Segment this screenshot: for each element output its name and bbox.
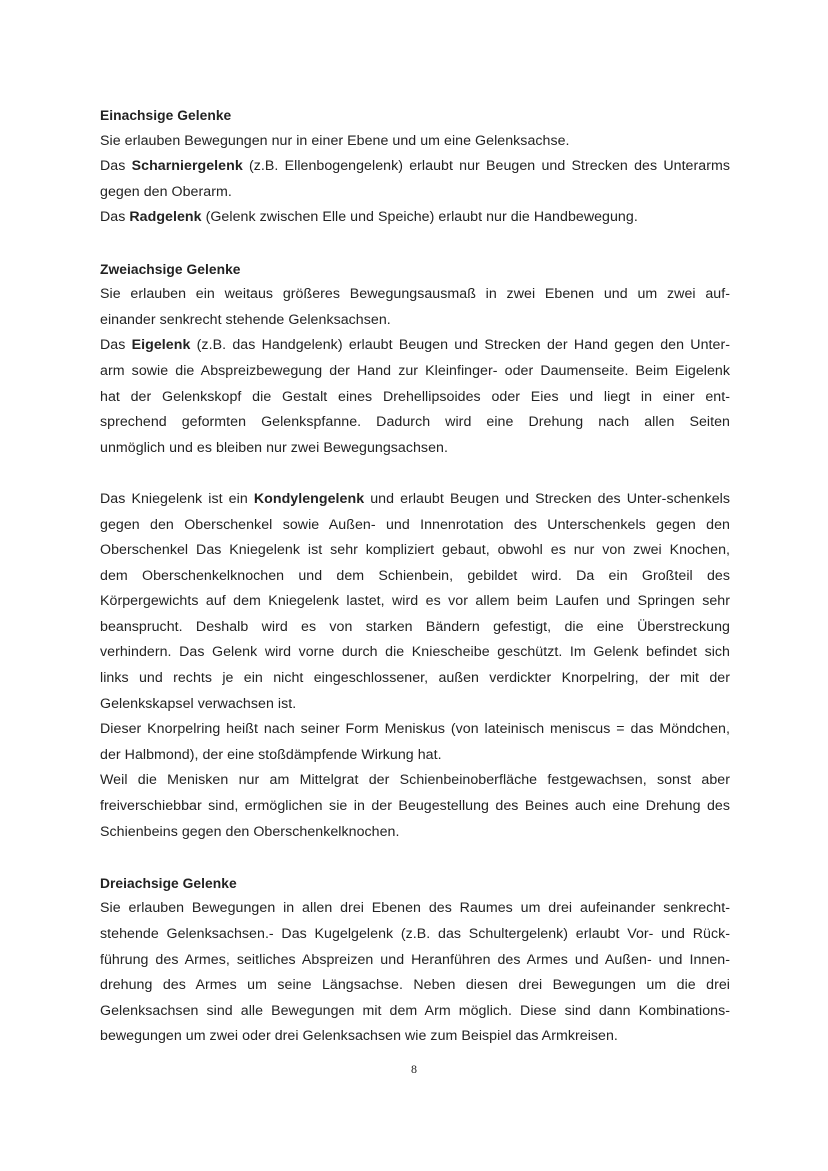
paragraph-line: Gelenksachsen sind alle Bewegungen mit dem Arm möglich. Diese sind dann Kombinations- <box>100 1002 730 1019</box>
paragraph-line: verhindern. Das Gelenk wird vorne durch die Kniescheibe geschützt. Im Gelenk befindet sich <box>100 644 730 661</box>
paragraph-line: hat der Gelenkskopf die Gestalt eines Drehellipsoides oder Eies und liegt in einer ent- <box>100 388 730 405</box>
paragraph-line: sprechend geformten Gelenkspfanne. Dadurch wird eine Drehung nach allen Seiten <box>100 414 730 431</box>
paragraph-line: Das Scharniergelenk (z.B. Ellenbogengelenk) erlaubt nur Beugen und Strecken des Unterarms <box>100 158 731 175</box>
paragraph-line: Oberschenkel Das Kniegelenk ist sehr kompliziert gebaut, obwohl es nur von zwei Knochen, <box>100 542 730 559</box>
section-heading-zweiachsig: Zweiachsige Gelenke <box>100 261 241 277</box>
paragraph-line: Sie erlauben ein weitaus größeres Bewegungsausmaß in zwei Ebenen und um zwei auf- <box>100 286 730 303</box>
paragraph-line: Sie erlauben Bewegungen in allen drei Ebenen des Raumes um drei aufeinander senkrecht- <box>100 900 730 917</box>
paragraph-line: Das Radgelenk (Gelenk zwischen Elle und Speiche) erlaubt nur die Handbewegung. <box>100 209 638 226</box>
paragraph-line: der Halbmond), der eine stoßdämpfende Wirkung hat. <box>100 746 442 763</box>
paragraph-line: Körpergewichts auf dem Kniegelenk lastet, wird es vor allem beim Laufen und Springen sehr <box>100 593 730 610</box>
paragraph-line: arm sowie die Abspreizbewegung der Hand zur Kleinfinger- oder Daumenseite. Beim Eigelenk <box>100 362 730 379</box>
paragraph-line: Schienbeins gegen den Oberschenkelknochen. <box>100 823 400 840</box>
paragraph-line: beansprucht. Deshalb wird es von starken Bändern gefestigt, die eine Überstreckung <box>100 618 730 635</box>
paragraph-line: Das Eigelenk (z.B. das Handgelenk) erlaubt Beugen und Strecken der Hand gegen den Unter- <box>100 337 730 354</box>
term-scharniergelenk: Scharniergelenk <box>131 158 243 175</box>
paragraph-line: Das Kniegelenk ist ein Kondylengelenk und erlaubt Beugen und Strecken des Unter-schenkels <box>100 490 730 507</box>
term-eigelenk: Eigelenk <box>131 337 191 354</box>
paragraph-line: einander senkrecht stehende Gelenksachsen. <box>100 311 391 328</box>
paragraph-line: dem Oberschenkelknochen und dem Schienbein, gebildet wird. Da ein Großteil des <box>100 567 730 584</box>
paragraph-line: Sie erlauben Bewegungen nur in einer Ebene und um eine Gelenksachse. <box>100 132 570 149</box>
paragraph-line: Dieser Knorpelring heißt nach seiner Form Meniskus (von lateinisch meniscus = das Möndchen, <box>100 721 730 738</box>
paragraph-line: gegen den Oberarm. <box>100 183 232 200</box>
paragraph-line: bewegungen um zwei oder drei Gelenksachsen wie zum Beispiel das Armkreisen. <box>100 1028 618 1045</box>
page-number: 8 <box>411 1062 417 1076</box>
paragraph-line: Weil die Menisken nur am Mittelgrat der Schienbeinoberfläche festgewachsen, sonst aber <box>100 772 730 789</box>
paragraph-line: gegen den Oberschenkel sowie Außen- und Innenrotation des Unterschenkels gegen den <box>100 516 730 533</box>
paragraph-line: unmöglich und es bleiben nur zwei Bewegungsachsen. <box>100 439 448 456</box>
paragraph-line: stehende Gelenksachsen.- Das Kugelgelenk (z.B. das Schultergelenk) erlaubt Vor- und Rück- <box>100 926 730 942</box>
paragraph-line: drehung des Armes um seine Längsachse. Neben diesen drei Bewegungen um die drei <box>100 977 730 994</box>
paragraph-line: Gelenkskapsel verwachsen ist. <box>100 695 297 712</box>
term-radgelenk: Radgelenk <box>129 209 202 226</box>
document-page <box>100 103 730 1050</box>
paragraph-line: freiverschiebbar sind, ermöglichen sie in der Beugestellung des Beines auch eine Drehung des <box>100 798 730 815</box>
paragraph-line: führung des Armes, seitliches Abspreizen und Heranführen des Armes und Außen- und Innen- <box>100 951 730 968</box>
term-kondylengelenk: Kondylengelenk <box>253 490 365 507</box>
paragraph-line: links und rechts je ein nicht eingeschlossener, außen verdickter Knorpelring, der mit der <box>100 670 730 687</box>
section-heading-einachsig: Einachsige Gelenke <box>100 108 232 123</box>
section-heading-dreiachsig: Dreiachsige Gelenke <box>100 875 237 891</box>
